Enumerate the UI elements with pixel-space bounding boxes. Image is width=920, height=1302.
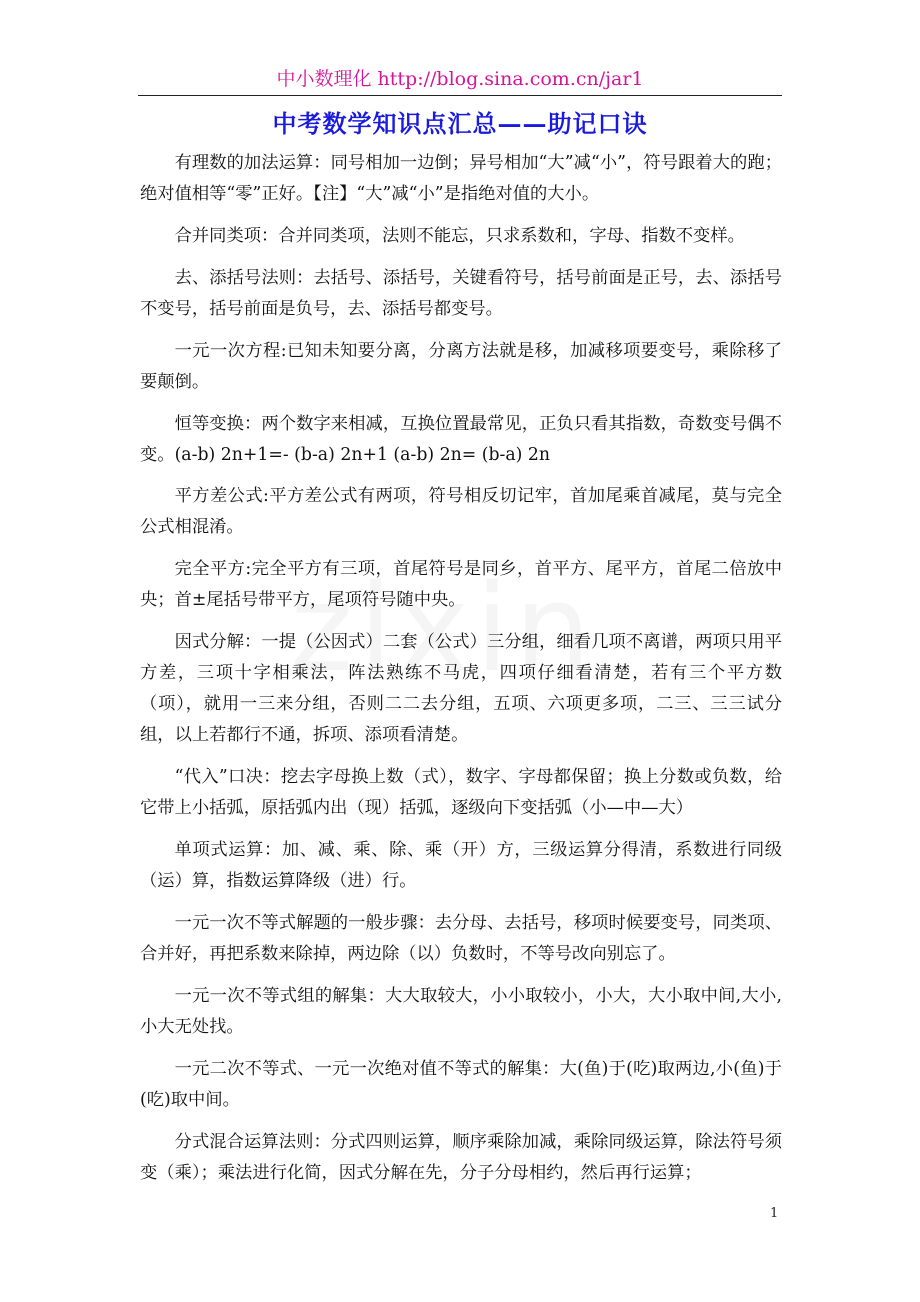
paragraph-monomial-operations: 单项式运算：加、减、乘、除、乘（开）方，三级运算分得清，系数进行同级（运）算，指数运算降级（进）行。 <box>140 840 782 892</box>
paragraph-identity-transform: 恒等变换：两个数字来相减，互换位置最常见，正负只看其指数，奇数变号偶不变。(a-b) 2n+1=- (b-a) 2n+1 (a-b) 2n= (b-a) 2n <box>140 413 782 465</box>
paragraph-inequality-system: 一元一次不等式组的解集：大大取较大，小小取较小，小大，大小取中间,大小,小大无处找。 <box>140 985 782 1037</box>
paragraph-difference-of-squares: 平方差公式:平方差公式有两项，符号相反切记牢，首加尾乘首减尾，莫与完全公式相混淆。 <box>140 486 782 538</box>
page-number: 1 <box>770 1206 779 1221</box>
paragraph-brackets-rule: 去、添括号法则：去括号、添括号，关键看符号，括号前面是正号，去、添括号不变号，括号前面是负号，去、添括号都变号。 <box>140 267 782 319</box>
page-header <box>138 64 782 91</box>
header-site-name: 中小数理化 <box>276 68 372 90</box>
paragraph-linear-equation: 一元一次方程:已知未知要分离，分离方法就是移，加减移项要变号，乘除移了要颠倒。 <box>140 340 782 392</box>
paragraph-fraction-operations: 分式混合运算法则：分式四则运算，顺序乘除加减，乘除同级运算，除法符号须变（乘）；乘法进行化简，因式分解在先，分子分母相约，然后再行运算； <box>140 1131 782 1183</box>
paragraph-factorization: 因式分解：一提（公因式）二套（公式）三分组，细看几项不离谱，两项只用平方差，三项十字相乘法，阵法熟练不马虎，四项仔细看清楚，若有三个平方数（项），就用一三来分组，否则二二去分组，五项、六项更多项，二三、三三试分组，以上若都行不通，拆项、添项看清楚。 <box>140 632 782 746</box>
paragraph-linear-inequality: 一元一次不等式解题的一般步骤：去分母、去括号，移项时候要变号，同类项、合并好，再把系数来除掉，两边除（以）负数时，不等号改向别忘了。 <box>140 912 782 964</box>
header-divider <box>138 95 782 96</box>
document-body <box>140 148 782 1199</box>
paragraph-substitution: “代入”口决：挖去字母换上数（式），数字、字母都保留；换上分数或负数，给它带上小括弧，原括弧内出（现）括弧，逐级向下变括弧（小—中—大） <box>140 767 782 819</box>
paragraph-rational-addition: 有理数的加法运算：同号相加一边倒；异号相加“大”减“小”，符号跟着大的跑；绝对值相等“零”正好。【注】“大”减“小”是指绝对值的大小。 <box>140 153 782 204</box>
paragraph-quadratic-inequality: 一元二次不等式、一元一次绝对值不等式的解集：大(鱼)于(吃)取两边,小(鱼)于(吃)取中间。 <box>140 1058 782 1110</box>
header-url[interactable]: http://blog.sina.com.cn/jar1 <box>377 68 644 90</box>
paragraph-perfect-square: 完全平方:完全平方有三项，首尾符号是同乡，首平方、尾平方，首尾二倍放中央；首±尾括号带平方，尾项符号随中央。 <box>140 559 782 611</box>
document-title: 中考数学知识点汇总——助记口诀 <box>272 109 648 138</box>
paragraph-combine-like-terms: 合并同类项：合并同类项，法则不能忘，只求系数和，字母、指数不变样。 <box>174 225 745 246</box>
